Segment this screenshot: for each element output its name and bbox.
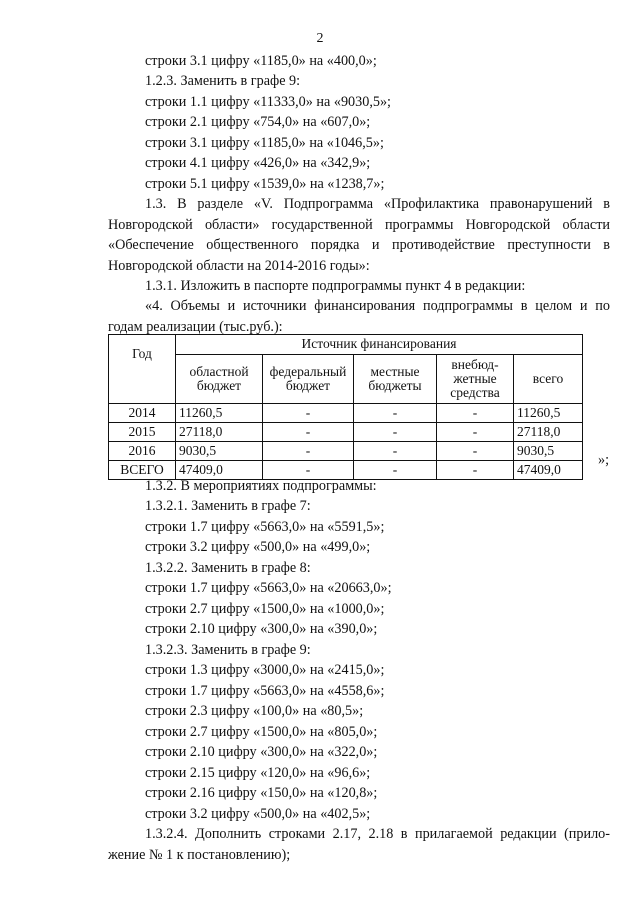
cell-federal: - <box>263 404 354 423</box>
header-regional: областной бюджет <box>176 354 263 403</box>
text-line: строки 2.15 цифру «120,0» на «96,6»; <box>145 765 371 781</box>
header-source-group: Источник финансирования <box>176 335 583 355</box>
text-line: строки 5.1 цифру «1539,0» на «1238,7»; <box>145 176 385 192</box>
text-line: строки 1.7 цифру «5663,0» на «4558,6»; <box>145 683 385 699</box>
table-closing-quote: »; <box>598 452 610 468</box>
cell-federal: - <box>263 442 354 461</box>
cell-extra: - <box>437 404 514 423</box>
paragraph-line: «Обеспечение общественного порядка и противодействие преступности в <box>108 237 610 253</box>
text-line: строки 2.16 цифру «150,0» на «120,8»; <box>145 785 378 801</box>
cell-year: 2016 <box>109 442 176 461</box>
text-line: строки 1.7 цифру «5663,0» на «20663,0»; <box>145 580 392 596</box>
cell-regional: 27118,0 <box>176 423 263 442</box>
cell-total: 47409,0 <box>514 461 583 480</box>
cell-regional: 47409,0 <box>176 461 263 480</box>
cell-year: ВСЕГО <box>109 461 176 480</box>
paragraph-line: 1.3. В разделе «V. Подпрограмма «Профилактика правонарушений в <box>145 196 610 212</box>
text-line: «4. Объемы и источники финансирования подпрограммы в целом и по <box>145 298 610 314</box>
cell-total: 11260,5 <box>514 404 583 423</box>
paragraph-line: Новгородской области на 2014-2016 годы»: <box>108 258 370 274</box>
financing-table <box>108 334 583 480</box>
table-row <box>109 442 583 461</box>
text-line: 1.3.2.3. Заменить в графе 9: <box>145 642 311 658</box>
text-line: 1.3.2.4. Дополнить строками 2.17, 2.18 в прилагаемой редакции (прило- <box>145 826 610 842</box>
text-line: жение № 1 к постановлению); <box>108 847 291 863</box>
cell-regional: 9030,5 <box>176 442 263 461</box>
page-number: 2 <box>316 31 324 46</box>
table-row <box>109 423 583 442</box>
text-line: строки 2.7 цифру «1500,0» на «805,0»; <box>145 724 378 740</box>
header-extra: внебюд-жетные средства <box>437 354 514 403</box>
cell-local: - <box>354 442 437 461</box>
header-federal: федеральный бюджет <box>263 354 354 403</box>
text-line: строки 2.3 цифру «100,0» на «80,5»; <box>145 703 364 719</box>
text-line: строки 1.7 цифру «5663,0» на «5591,5»; <box>145 519 385 535</box>
table-row <box>109 404 583 423</box>
cell-total: 9030,5 <box>514 442 583 461</box>
text-line: строки 3.1 цифру «1185,0» на «1046,5»; <box>145 135 384 151</box>
text-line: 1.3.2.1. Заменить в графе 7: <box>145 498 311 514</box>
header-year: Год <box>109 335 176 404</box>
header-total: всего <box>514 354 583 403</box>
cell-federal: - <box>263 461 354 480</box>
text-line: 1.2.3. Заменить в графе 9: <box>145 73 301 89</box>
cell-local: - <box>354 461 437 480</box>
cell-year: 2014 <box>109 404 176 423</box>
text-line: строки 1.1 цифру «11333,0» на «9030,5»; <box>145 94 391 110</box>
cell-federal: - <box>263 423 354 442</box>
text-line: 1.3.2.2. Заменить в графе 8: <box>145 560 311 576</box>
text-line: 1.3.1. Изложить в паспорте подпрограммы пункт 4 в редакции: <box>145 278 526 294</box>
text-line: строки 3.2 цифру «500,0» на «499,0»; <box>145 539 371 555</box>
cell-local: - <box>354 404 437 423</box>
cell-extra: - <box>437 423 514 442</box>
cell-year: 2015 <box>109 423 176 442</box>
cell-extra: - <box>437 442 514 461</box>
text-line: строки 3.2 цифру «500,0» на «402,5»; <box>145 806 371 822</box>
cell-extra: - <box>437 461 514 480</box>
header-local: местные бюджеты <box>354 354 437 403</box>
text-line: строки 1.3 цифру «3000,0» на «2415,0»; <box>145 662 385 678</box>
text-line: годам реализации (тыс.руб.): <box>108 319 283 335</box>
text-line: строки 2.7 цифру «1500,0» на «1000,0»; <box>145 601 385 617</box>
paragraph-line: Новгородской области» государственной программы Новгородской области <box>108 217 610 233</box>
text-line: строки 4.1 цифру «426,0» на «342,9»; <box>145 155 371 171</box>
text-line: строки 2.10 цифру «300,0» на «390,0»; <box>145 621 378 637</box>
cell-regional: 11260,5 <box>176 404 263 423</box>
text-line: строки 2.10 цифру «300,0» на «322,0»; <box>145 744 378 760</box>
cell-total: 27118,0 <box>514 423 583 442</box>
text-line: строки 2.1 цифру «754,0» на «607,0»; <box>145 114 371 130</box>
cell-local: - <box>354 423 437 442</box>
text-line: строки 3.1 цифру «1185,0» на «400,0»; <box>145 53 377 69</box>
text-line: 1.3.2. В мероприятиях подпрограммы: <box>145 478 377 494</box>
